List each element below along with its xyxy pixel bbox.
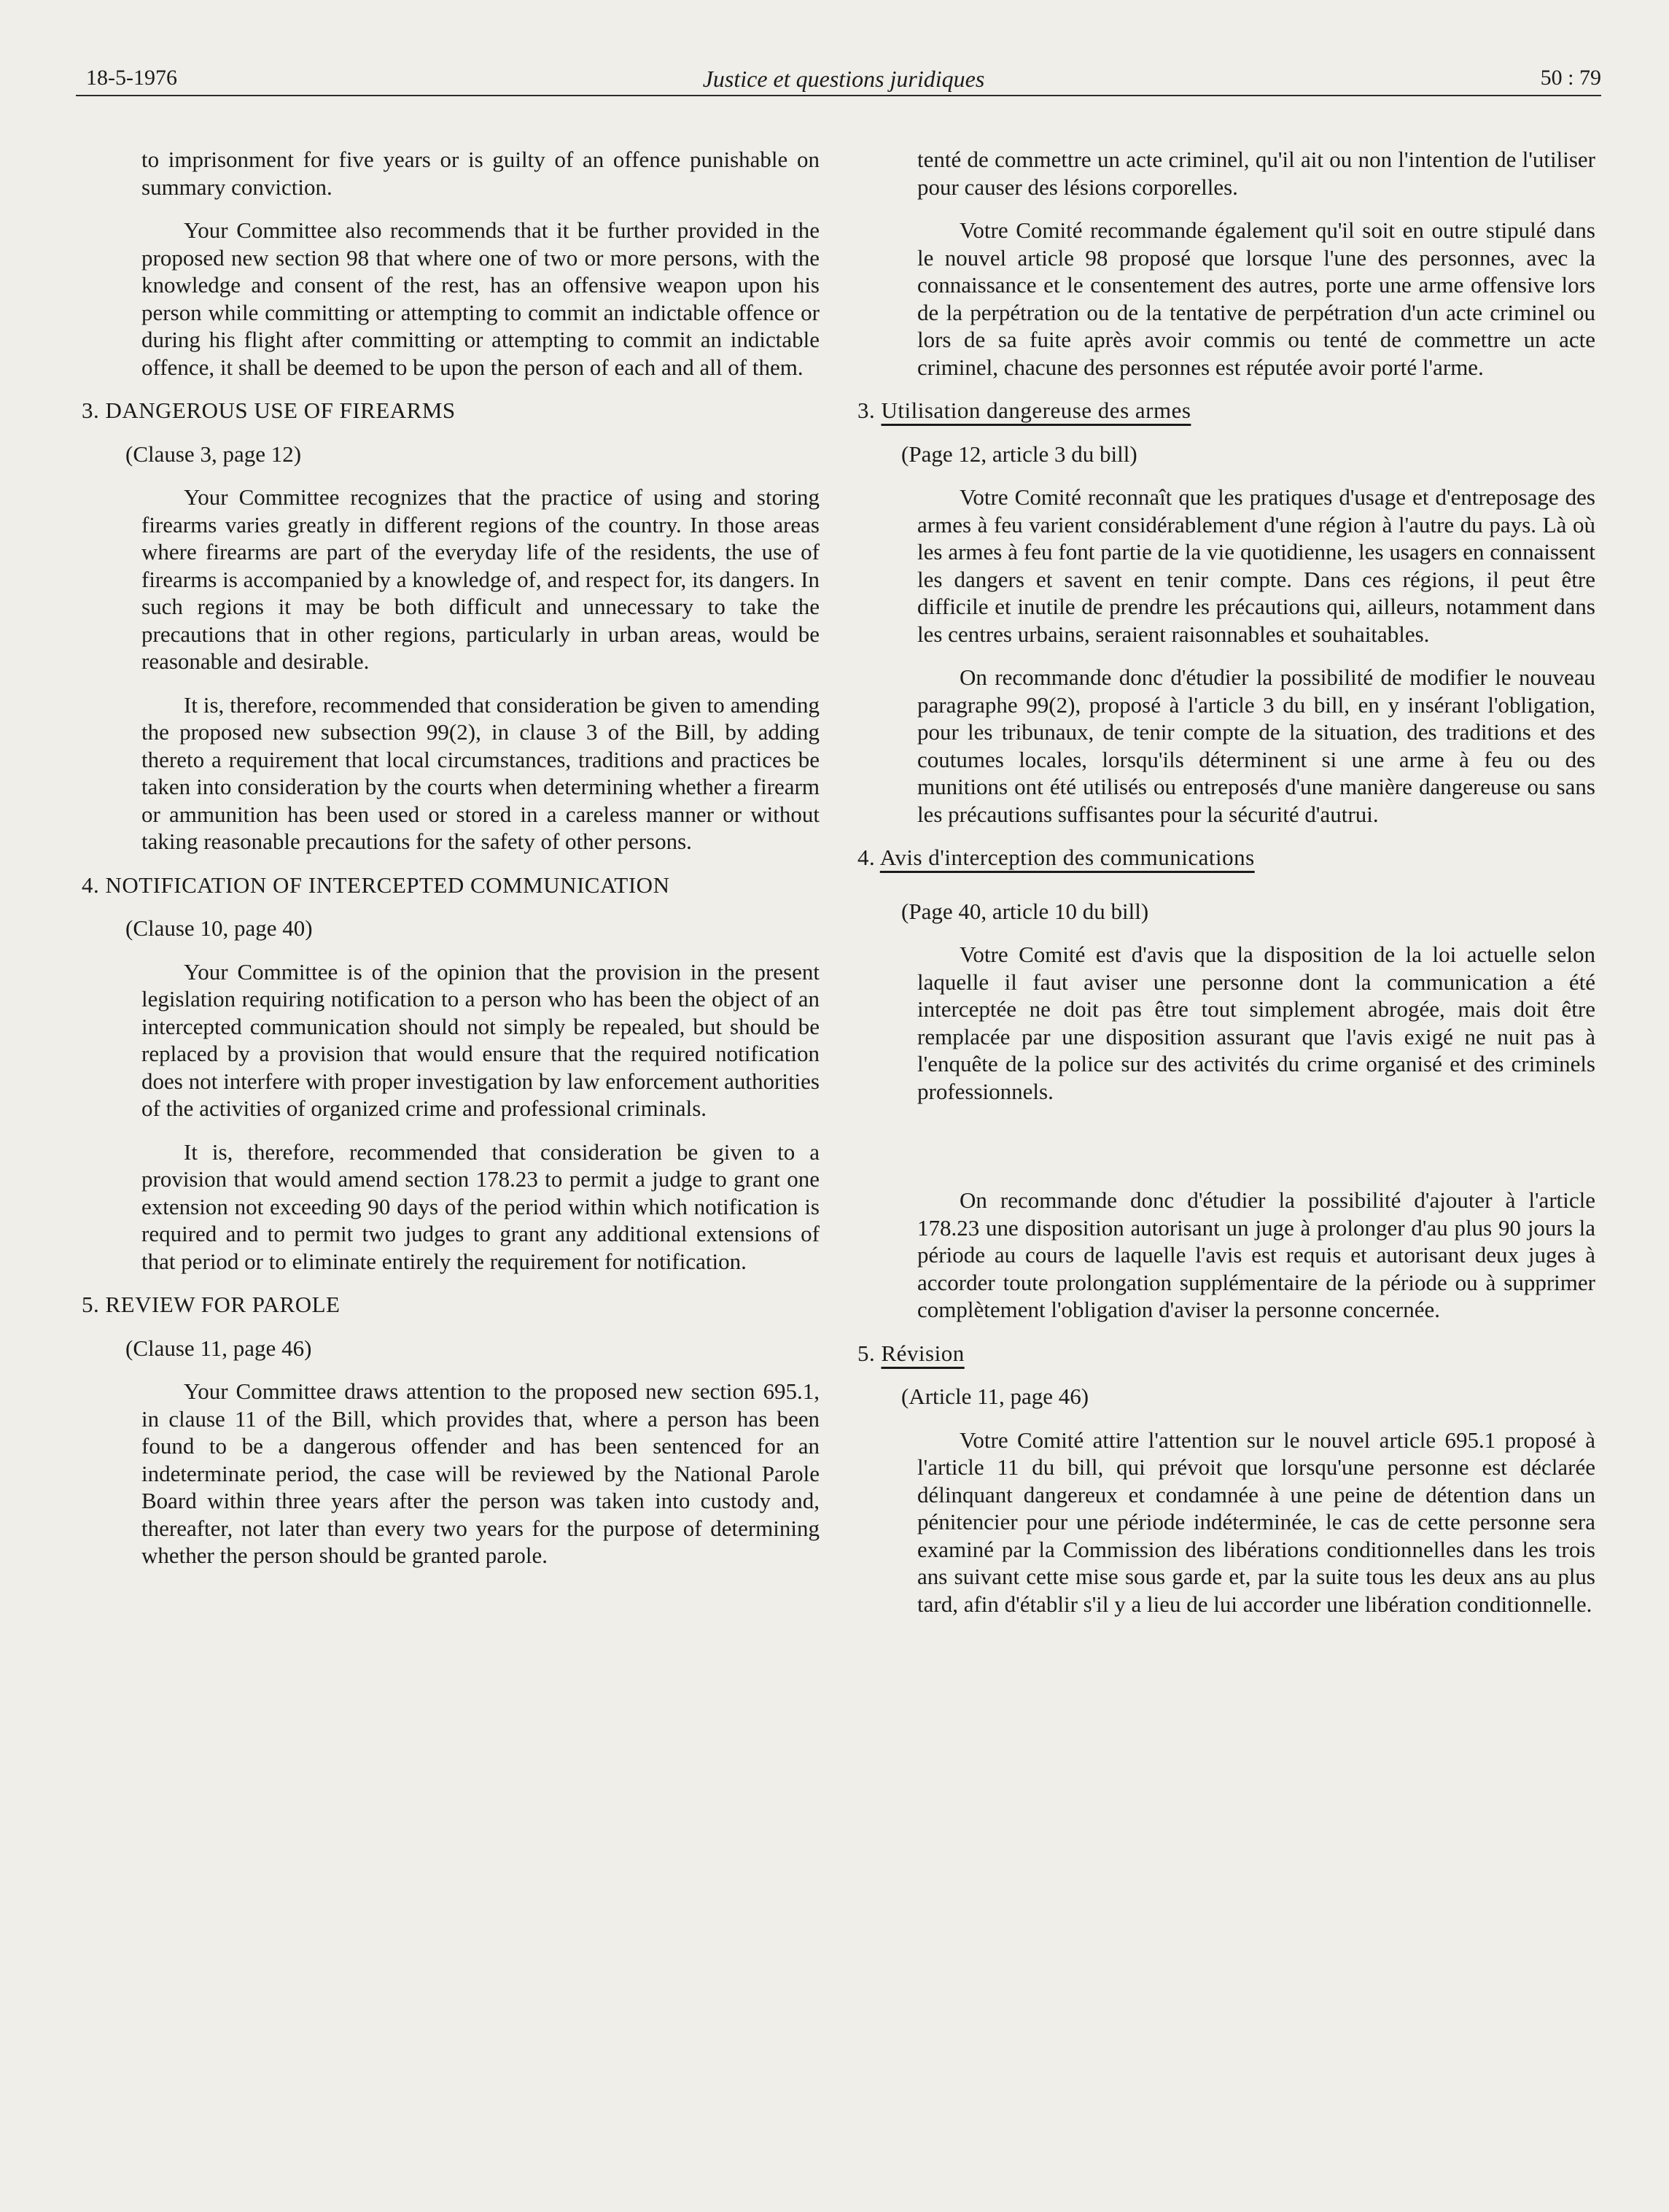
fr-notification-recommendation: On recommande donc d'étudier la possibilité d'ajouter à l'article 178.23 une disposition autorisant un juge à prolonger d'au plus 90 jours la période au cours de laquelle l'avis est requis et autorisant deux juges à accorder toute prolongation supplémentaire de la période ou à supprimer complètement l'obligation d'aviser la personne concernée.	[917, 1187, 1595, 1322]
fr-heading-number-4: 4.	[857, 845, 876, 870]
fr-heading-text-3: Utilisation dangereuse des armes	[881, 397, 1191, 423]
fr-firearms-recommendation: On recommande donc d'étudier la possibilité de modifier le nouveau paragraphe 99(2), proposé à l'article 3 du bill, en y insérant l'obligation, pour les tribunaux, de tenir compte de la situation, des traditions et des coutumes locales, lorsqu'ils déterminent si une arme à feu ou des munitions ont été utilisés ou entreposés d'une manière dangereuse ou sans les précautions suffisantes pour la sécurité d'autrui.	[917, 664, 1595, 827]
fr-heading-text-5: Révision	[881, 1340, 965, 1366]
fr-clause-ref-11: (Article 11, page 46)	[901, 1384, 1089, 1409]
fr-offensive-weapon-paragraph: Votre Comité recommande également qu'il soit en outre stipulé dans le nouvel article 98 proposé que lorsque l'une des personnes, avec la connaissance et le consentement des autres, porte une arme offensive lors de la perpétration ou de la tentative de perpétration d'un acte criminel ou lors de sa fuite après avoir commis ou tenté de commettre un acte criminel, chacune des personnes est réputée avoir porté l'arme.	[917, 217, 1595, 380]
en-clause-ref-11: (Clause 11, page 46)	[125, 1335, 312, 1361]
fr-clause-ref-10: (Page 40, article 10 du bill)	[901, 898, 1149, 924]
fr-heading-revision	[857, 1340, 1595, 1367]
fr-vertical-gap	[857, 1121, 1595, 1187]
fr-firearms-paragraph: Votre Comité reconnaît que les pratiques d'usage et d'entreposage des armes à feu varient considérablement d'une région à l'autre du pays. Là où les armes à feu font partie de la vie quotidienne, les usagers en connaissent les dangers et savent en tenir compte. Dans ces régions, il peut être difficile et inutile de prendre les précautions qui, ailleurs, notamment dans les centres urbains, seraient raisonnables et souhaitables.	[917, 484, 1595, 647]
header-title: Justice et questions juridiques	[702, 66, 985, 92]
en-firearms-paragraph: Your Committee recognizes that the practice of using and storing firearms varies greatly in different regions of the country. In those areas where firearms are part of the everyday life of the residents, the use of firearms is accompanied by a knowledge of, and respect for, its dangers. In such regions it may be both difficult and unnecessary to take the precautions that in other regions, particularly in urban areas, would be reasonable and desirable.	[141, 484, 820, 674]
en-continuation-paragraph: to imprisonment for five years or is guilty of an offence punishable on summary conviction.	[141, 147, 820, 200]
fr-notification-paragraph: Votre Comité est d'avis que la disposition de la loi actuelle selon laquelle il faut aviser une personne dont la communication a été interceptée ne doit pas être tout simplement abrogée, mais doit être remplacée par une disposition assurant que l'avis exigé ne nuit pas à l'enquête de la police sur des activités du crime organisé et des criminels professionnels.	[917, 942, 1595, 1104]
header-page-number: 50 : 79	[1540, 66, 1601, 90]
fr-parole-paragraph: Votre Comité attire l'attention sur le nouvel article 695.1 proposé à l'article 11 du bill, qui prévoit que lorsqu'une personne est déclarée délinquant dangereux et condamnée à une peine de détention dans un pénitencier pour une période indéterminée, le cas de cette personne sera examiné par la Commission des libérations conditionnelles dans les trois ans suivant cette mise sous garde et, par la suite tous les deux ans au plus tard, afin d'établir s'il y a lieu de lui accorder une libération conditionnelle.	[917, 1427, 1595, 1617]
header-rule	[76, 95, 1601, 96]
header-date: 18-5-1976	[86, 66, 177, 90]
fr-heading-text-4: Avis d'interception des communications	[879, 845, 1255, 870]
en-clause-ref-3: (Clause 3, page 12)	[125, 441, 302, 467]
en-parole-paragraph: Your Committee draws attention to the proposed new section 695.1, in clause 11 of the Bill, which provides that, where a person has been found to be a dangerous offender and has been sentenced for an indeterminate period, the case will be reviewed by the National Parole Board within three years after the person was taken into custody and, thereafter, not later than every two years for the purpose of determining whether the person should be granted parole.	[141, 1378, 820, 1568]
english-column	[82, 146, 820, 2057]
en-notification-recommendation: It is, therefore, recommended that consideration be given to a provision that would amend section 178.23 to permit a judge to grant one extension not exceeding 90 days of the period within which notification is required and to permit two judges to grant any additional extensions of that period or to eliminate entirely the requirement for notification.	[141, 1138, 820, 1274]
fr-heading-dangerous-use	[857, 397, 1595, 424]
fr-continuation-paragraph: tenté de commettre un acte criminel, qu'il ait ou non l'intention de l'utiliser pour causer des lésions corporelles.	[917, 147, 1595, 200]
fr-clause-ref-3: (Page 12, article 3 du bill)	[901, 441, 1137, 467]
en-heading-dangerous-use: 3. DANGEROUS USE OF FIREARMS	[82, 397, 456, 423]
en-clause-ref-10: (Clause 10, page 40)	[125, 915, 313, 941]
en-heading-parole: 5. REVIEW FOR PAROLE	[82, 1292, 341, 1317]
french-column	[857, 146, 1595, 2057]
en-firearms-recommendation: It is, therefore, recommended that consideration be given to amending the proposed new subsection 99(2), in clause 3 of the Bill, by adding thereto a requirement that local circumstances, traditions and practices be taken into consideration by the courts when determining whether a firearm or ammunition has been used or stored in a careless manner or without taking reasonable precautions for the safety of other persons.	[141, 691, 820, 854]
fr-heading-notification	[857, 844, 1595, 872]
en-offensive-weapon-paragraph: Your Committee also recommends that it be further provided in the proposed new section 98 that where one of two or more persons, with the knowledge and consent of the rest, has an offensive weapon upon his person while committing or attempting to commit an indictable offence or during his flight after committing or attempting to commit an indictable offence, it shall be deemed to be upon the person of each and all of them.	[141, 217, 820, 380]
en-heading-notification: 4. NOTIFICATION OF INTERCEPTED COMMUNICATION	[82, 872, 670, 898]
fr-heading-number-5: 5.	[857, 1340, 876, 1366]
fr-heading-number-3: 3.	[857, 397, 876, 423]
en-notification-paragraph: Your Committee is of the opinion that the provision in the present legislation requiring notification to a person who has been the object of an intercepted communication should not simply be repealed, but should be replaced by a provision that would ensure that the required notification does not interfere with proper investigation by law enforcement authorities of the activities of organized crime and professional criminals.	[141, 958, 820, 1121]
